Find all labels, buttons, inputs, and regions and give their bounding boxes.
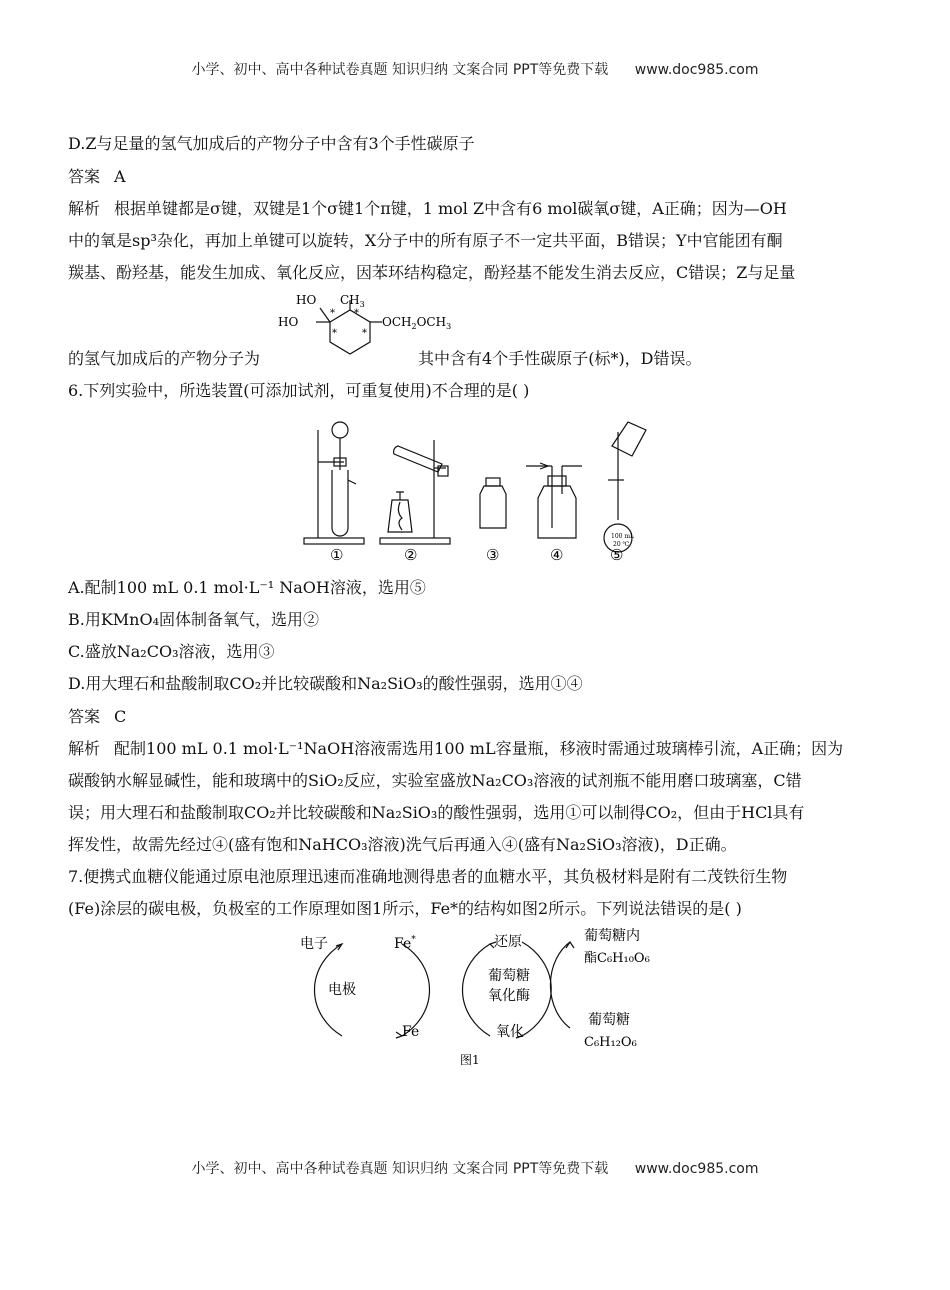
label-electron: 电子 (300, 936, 328, 952)
chiral-star-2: * (354, 308, 359, 319)
analysis-label: 解析 (68, 199, 101, 218)
chiral-star-3: * (332, 328, 337, 339)
analysis-l4b: 其中含有4个手性碳原子(标*)，D错误。 (418, 349, 702, 368)
page-footer (0, 1158, 950, 1178)
struct-och2och3: $OCH_2OCH_3$ (382, 315, 452, 331)
struct-ch3: $CH_3$ (340, 293, 365, 309)
fe-cycle-arc-left (402, 944, 430, 1036)
chiral-star-4: * (362, 328, 367, 339)
label-lactone-2: 酯C₆H₁₀O₆ (584, 951, 650, 966)
answer-value: A (114, 167, 126, 186)
analysis-text: 配制100 mL 0.1 mol·L⁻¹NaOH溶液需选用100 mL容量瓶，移液时需通过玻璃棒引流，A正确；因为 (114, 739, 844, 758)
q6-stem: 6.下列实验中，所选装置(可添加试剂，可重复使用)不合理的是( ) (68, 381, 530, 400)
label-enzyme-2: 氧化酶 (488, 988, 530, 1004)
label-electrode: 电极 (328, 982, 356, 998)
struct-ho-top: HO (296, 293, 317, 307)
q6-option-a: A.配制100 mL 0.1 mol·L⁻¹ NaOH溶液，选用⑤ (68, 578, 426, 597)
q5-analysis-line-2: 中的氧是sp³杂化，再加上单键可以旋转，X分子中的所有原子不一定共平面，B错误；Y中官能团有酮 (68, 231, 783, 250)
header-text: 小学、初中、高中各种试卷真题 知识归纳 文案合同 PPT等免费下载 (191, 62, 609, 78)
struct-ho-left: HO (278, 315, 299, 329)
chiral-star-1: * (330, 308, 335, 319)
footer-text: 小学、初中、高中各种试卷真题 知识归纳 文案合同 PPT等免费下载 (191, 1161, 609, 1177)
q5-option-d: D.Z与足量的氢气加成后的产物分子中含有3个手性碳原子 (68, 134, 475, 153)
q6-analysis-line-1 (68, 738, 888, 760)
analysis-label: 解析 (68, 739, 101, 758)
q6-option-c: C.盛放Na₂CO₃溶液，选用③ (68, 642, 275, 661)
figure-1-cycle-diagram (290, 924, 660, 1070)
apparatus-3 (480, 478, 506, 528)
answer-value: C (114, 707, 127, 726)
q7-stem-line-2: (Fe)涂层的碳电极，负极室的工作原理如图1所示，Fe*的结构如图2所示。下列说法错误的是( ) (68, 899, 742, 918)
label-lactone-1: 葡萄糖内 (584, 928, 640, 944)
apparatus-figure (300, 410, 660, 570)
label-enzyme-1: 葡萄糖 (488, 968, 530, 984)
q6-analysis-line-3: 误；用大理石和盐酸制取CO₂并比较碳酸和Na₂SiO₃的酸性强弱，选用①可以制得CO₂，但由于HCl具有 (68, 803, 805, 822)
apparatus-4 (526, 463, 582, 538)
apparatus-1 (304, 422, 364, 544)
header-url[interactable]: www.doc985.com (634, 62, 759, 78)
apparatus-label-4: ④ (550, 546, 564, 564)
q5-answer (68, 166, 888, 188)
glucose-arc (550, 942, 570, 1028)
label-fe: Fe (402, 1024, 420, 1040)
apparatus-2 (380, 440, 450, 544)
page-header (0, 59, 950, 79)
q5-analysis-line-4 (68, 348, 888, 370)
label-oxidation: 氧化 (496, 1024, 524, 1040)
flask-label-volume: 100 mL (611, 533, 635, 540)
apparatus-label-5: ⑤ (610, 546, 624, 564)
q6-analysis-line-4: 挥发性，故需先经过④(盛有饱和NaHCO₃溶液)洗气后再通入④(盛有Na₂SiO₃溶液)，D正确。 (68, 835, 737, 854)
figure-caption: 图1 (460, 1053, 480, 1067)
answer-label: 答案 (68, 707, 101, 726)
q5-analysis-line-3: 羰基、酚羟基，能发生加成、氧化反应，因苯环结构稳定，酚羟基不能发生消去反应，C错误；Z与足量 (68, 263, 796, 282)
analysis-text: 根据单键都是σ键，双键是1个σ键1个π键，1 mol Z中含有6 mol碳氧σ键，A正确；因为—OH (114, 199, 787, 218)
flask-label-temp: 20 ℃ (613, 541, 630, 548)
apparatus-label-1: ① (330, 546, 344, 564)
label-reduction: 还原 (494, 934, 522, 950)
q7-stem-line-1: 7.便携式血糖仪能通过原电池原理迅速而准确地测得患者的血糖水平，其负极材料是附有二茂铁衍生物 (68, 867, 788, 886)
fe-cycle-arc-right (462, 944, 490, 1036)
apparatus-label-2: ② (404, 546, 418, 564)
label-glucose-2: C₆H₁₂O₆ (584, 1035, 637, 1050)
q6-option-b: B.用KMnO₄固体制备氧气，选用② (68, 610, 320, 629)
footer-url[interactable]: www.doc985.com (634, 1161, 759, 1177)
apparatus-label-3: ③ (486, 546, 500, 564)
q6-analysis-line-2: 碳酸钠水解显碱性，能和玻璃中的SiO₂反应，实验室盛放Na₂CO₃溶液的试剂瓶不能用磨口玻璃塞，C错 (68, 771, 802, 790)
analysis-l4a: 的氢气加成后的产物分子为 (68, 349, 261, 368)
q5-analysis-line-1 (68, 198, 888, 220)
label-glucose-1: 葡萄糖 (588, 1012, 630, 1028)
q6-answer (68, 706, 888, 728)
answer-label: 答案 (68, 167, 101, 186)
q6-option-d: D.用大理石和盐酸制取CO₂并比较碳酸和Na₂SiO₃的酸性强弱，选用①④ (68, 674, 583, 693)
label-fe-star: Fe* (394, 935, 416, 952)
